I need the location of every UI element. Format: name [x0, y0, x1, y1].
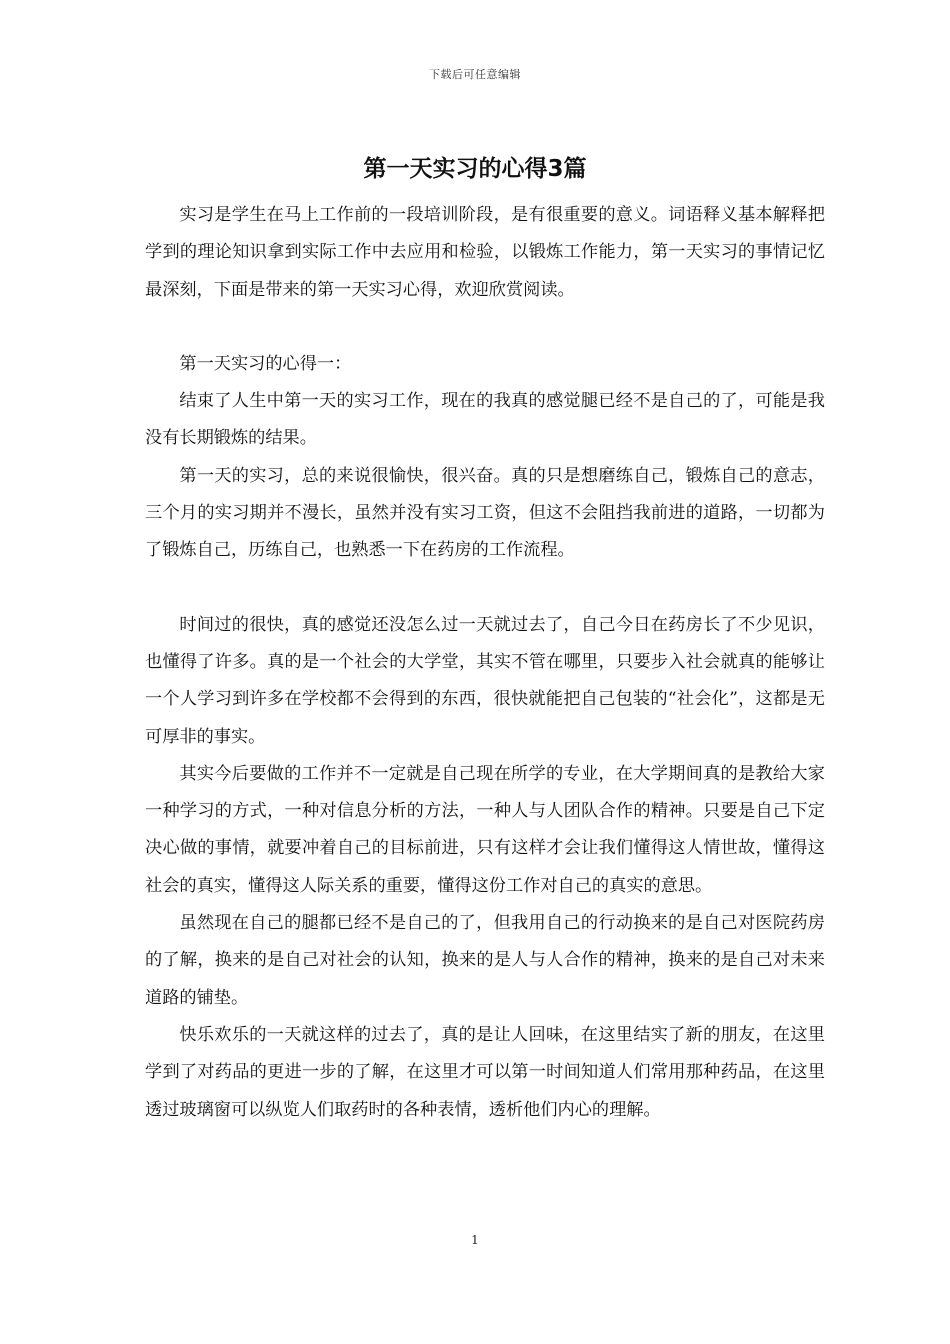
document-body: [145, 197, 825, 1129]
page-number: 1: [471, 1233, 479, 1247]
paragraph-gap: [145, 309, 825, 346]
body-paragraph: 快乐欢乐的一天就这样的过去了，真的是让人回味，在这里结实了新的朋友，在这里学到了对药品的更进一步的了解，在这里才可以第一时间知道人们常用那种药品，在这里透过玻璃窗可以纵览人们取药时的各种表情，透析他们内心的理解。: [145, 1024, 825, 1120]
paragraph-gap: [145, 570, 825, 607]
body-paragraph: 第一天的实习，总的来说很愉快，很兴奋。真的只是想磨练自己，锻炼自己的意志，三个月的实习期并不漫长，虽然并没有实习工资，但这不会阻挡我前进的道路，一切都为了锻炼自己，历练自己，也熟悉一下在药房的工作流程。: [145, 465, 825, 561]
body-paragraph: 虽然现在自己的腿都已经不是自己的了，但我用自己的行动换来的是自己对医院药房的了解，换来的是自己对社会的认知，换来的是人与人合作的精神，换来的是自己对未来道路的铺垫。: [145, 913, 825, 1008]
body-paragraph: 结束了人生中第一天的实习工作，现在的我真的感觉腿已经不是自己的了，可能是我没有长期锻炼的结果。: [145, 391, 825, 449]
download-note: 下载后可任意编辑: [429, 68, 521, 81]
intro-paragraph: 实习是学生在马上工作前的一段培训阶段，是有很重要的意义。词语释义基本解释把学到的理论知识拿到实际工作中去应用和检验，以锻炼工作能力，第一天实习的事情记忆最深刻，下面是带来的第一天实习心得，欢迎欣赏阅读。: [145, 205, 825, 300]
body-paragraph: 其实今后要做的工作并不一定就是自己现在所学的专业，在大学期间真的是教给大家一种学习的方式，一种对信息分析的方法，一种人与人团队合作的精神。只要是自己下定决心做的事情，就要冲着自己的目标前进，只有这样才会让我们懂得这人情世故，懂得这社会的真实，懂得这人际关系的重要，懂得这份工作对自己的真实的意思。: [145, 763, 825, 896]
document-title: 第一天实习的心得3篇: [363, 156, 587, 182]
section-heading: 第一天实习的心得一：: [179, 353, 352, 374]
body-paragraph: 时间过的很快，真的感觉还没怎么过一天就过去了，自己今日在药房长了不少见识，也懂得了许多。真的是一个社会的大学堂，其实不管在哪里，只要步入社会就真的能够让一个人学习到许多在学校都不会得到的东西，很快就能把自己包装的“社会化”，这都是无可厚非的事实。: [145, 614, 825, 747]
